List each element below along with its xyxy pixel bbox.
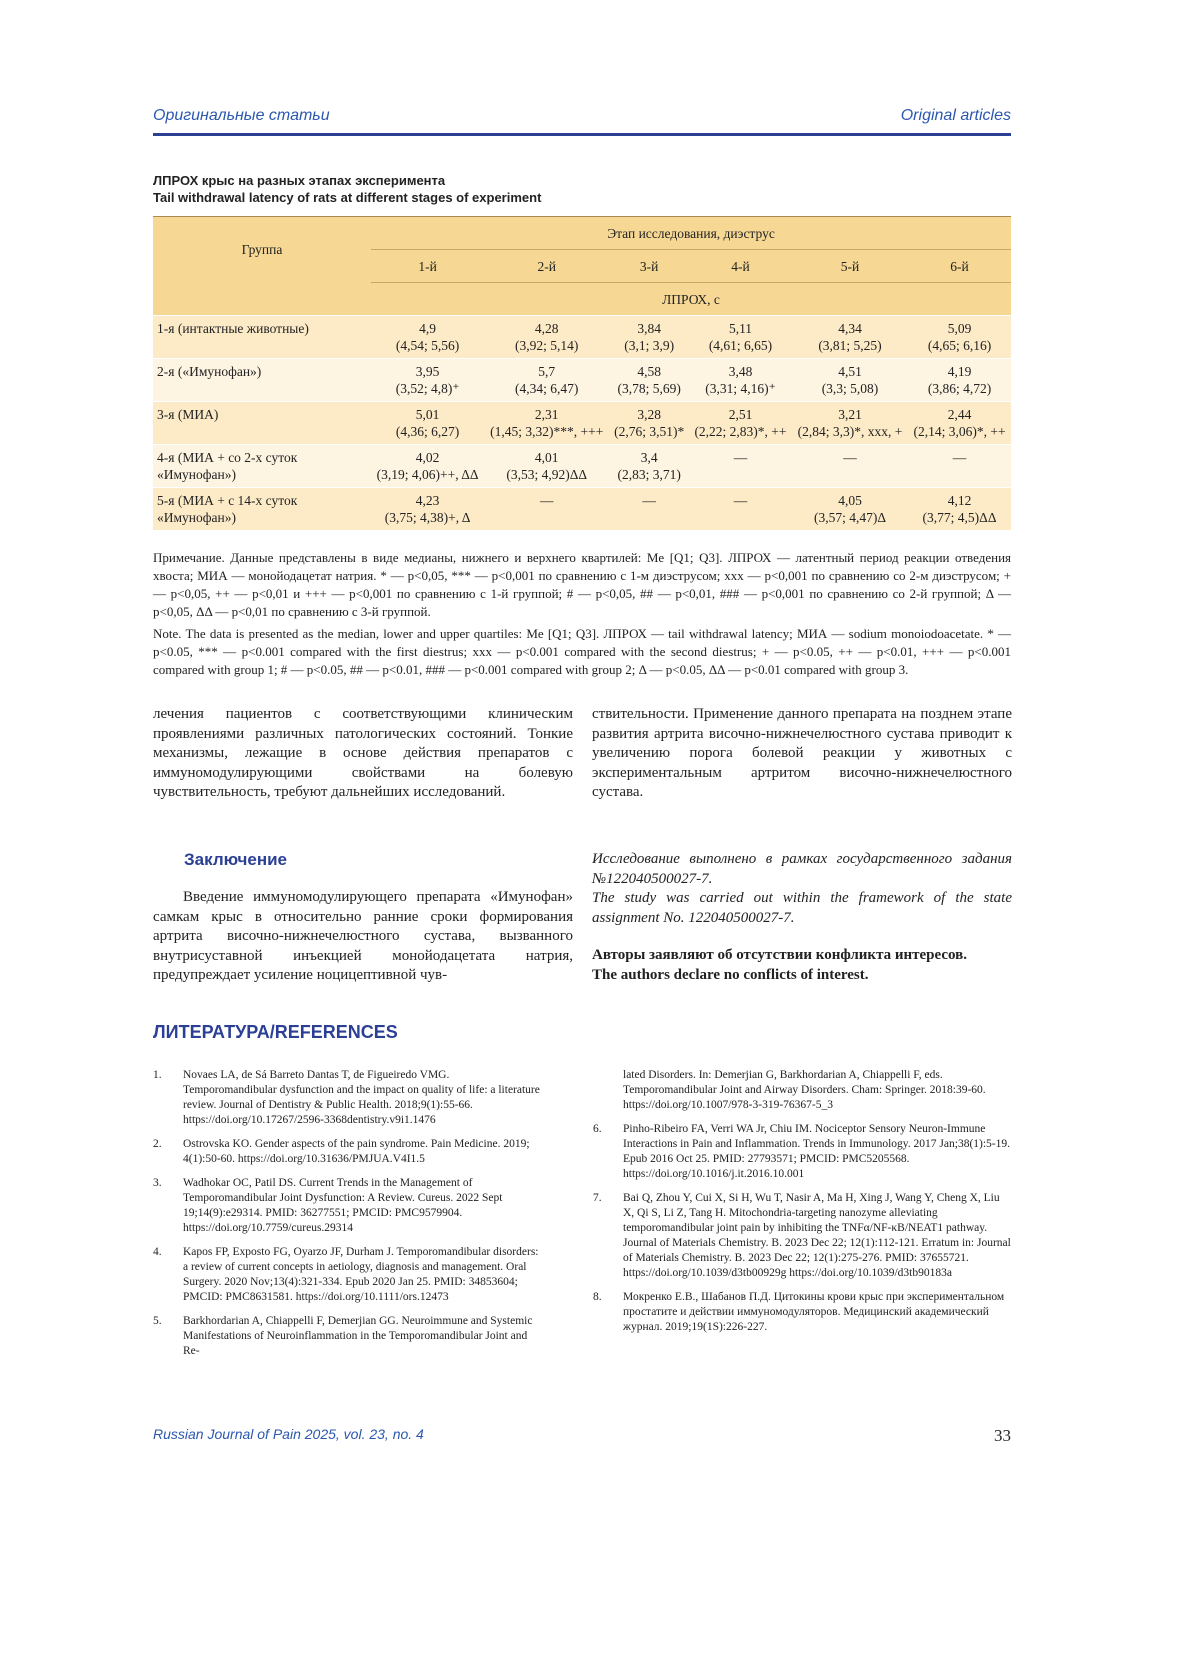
references-right xyxy=(593,1068,1011,1344)
reference-number: 6. xyxy=(593,1123,602,1135)
stage-col-header: 1-й xyxy=(371,250,484,283)
quartiles: (3,31; 4,16)⁺ xyxy=(705,381,776,396)
group-cell: 4-я (МИА + со 2-х суток «Имунофан») xyxy=(153,445,371,488)
reference-text: Barkhordarian A, Chiappelli F, Demerjian GG. Neuroimmune and Systemic Manifestations of Neuroinflammation in the Temporomandibular Joint and Re- xyxy=(183,1315,533,1357)
reference-number: 5. xyxy=(153,1315,162,1327)
median: — xyxy=(539,493,554,508)
median: 4,12 xyxy=(947,493,972,508)
quartiles: (3,53; 4,92)ΔΔ xyxy=(506,467,588,482)
section-label: Оригинальные статьи xyxy=(153,107,330,124)
value-cell xyxy=(908,316,1011,359)
body-right: ствительности. Применение данного препарата на позднем этапе развития артрита височно-нижнечелюстного сустава приводит к увеличению порога болевой реакции у животных с экспериментальным артритом височно-нижнечелюстного сустава. xyxy=(592,706,1012,800)
reference-text: Мокренко Е.В., Шабанов П.Д. Цитокины крови крыс при экспериментальном простатите и действии иммуномодуляторов. Медицинский академический журнал. 2019;19(1S):226-227. xyxy=(623,1291,1005,1333)
group-cell: 5-я (МИА + с 14-х суток «Имунофан») xyxy=(153,488,371,531)
value-cell xyxy=(484,316,609,359)
quartiles: (3,52; 4,8)⁺ xyxy=(395,381,460,396)
reference-text: Pinho-Ribeiro FA, Verri WA Jr, Chiu IM. Nociceptor Sensory Neuron-Immune Interactions in Pain and Inflammation. Trends in Immunology. 2017 Jan;38(1):5-19. Epub 2016 Oct 25. PMID: 27793571; PMCID: PMC5205568. https://doi.org/10.1016/j.it.2016.10.001 xyxy=(623,1123,1011,1180)
value-cell xyxy=(371,402,484,445)
value-cell xyxy=(484,402,609,445)
table-caption xyxy=(153,172,541,206)
value-cell xyxy=(792,359,908,402)
table-row xyxy=(153,402,1011,445)
caption-en: Tail withdrawal latency of rats at different stages of experiment xyxy=(153,190,542,205)
median: 4,23 xyxy=(415,493,440,508)
quartiles: (4,54; 5,56) xyxy=(395,338,460,353)
median: — xyxy=(952,450,967,465)
references-title: ЛИТЕРАТУРА/REFERENCES xyxy=(153,1022,398,1042)
median: 4,9 xyxy=(419,321,437,336)
reference-item xyxy=(153,1314,543,1359)
value-cell xyxy=(609,402,689,445)
value-cell xyxy=(792,316,908,359)
note-en: Note. The data is presented as the median, lower and upper quartiles: Me [Q1; Q3]. ЛПРОХ — tail withdrawal latency; МИА — sodium monoiodoacetate. * — p<0.05, *** — p<0.001 compared with the first diestrus; xxx — p<0.001 compared with the second diestrus; + — p<0.05, ++ — p<0.01, +++ — p<0.001 compared with group 1; # — p<0.05, ## — p<0.01, ### — p<0.001 compared with group 2; Δ — p<0.05, ΔΔ — p<0.01 compared with group 3. xyxy=(153,626,1011,677)
median: 4,51 xyxy=(838,364,862,379)
median: 4,19 xyxy=(947,364,972,379)
median: — xyxy=(642,493,656,508)
quartiles: (3,19; 4,06)++, ΔΔ xyxy=(376,467,479,482)
median: 3,84 xyxy=(637,321,661,336)
reference-item xyxy=(153,1245,543,1305)
quartiles: (3,78; 5,69) xyxy=(617,381,681,396)
reference-number: 4. xyxy=(153,1246,162,1258)
median: 3,48 xyxy=(728,364,753,379)
reference-number: 8. xyxy=(593,1291,602,1303)
value-cell xyxy=(609,445,689,488)
quartiles: (4,65; 6,16) xyxy=(927,338,992,353)
median: — xyxy=(733,493,748,508)
caption-ru: ЛПРОХ крыс на разных этапах эксперимента xyxy=(153,173,446,188)
group-cell: 2-я («Имунофан») xyxy=(153,359,371,402)
conflict-ru: Авторы заявляют об отсутствии конфликта интересов. xyxy=(592,947,967,963)
median: 2,51 xyxy=(728,407,753,422)
reference-item xyxy=(593,1191,1011,1281)
stage-header: Этап исследования, диэструс xyxy=(371,217,1011,250)
quartiles: (3,3; 5,08) xyxy=(821,381,879,396)
table-row xyxy=(153,445,1011,488)
references-left xyxy=(153,1068,543,1368)
reference-text: Wadhokar OC, Patil DS. Current Trends in the Management of Temporomandibular Joint Dysfunction: A Review. Cureus. 2022 Sept 19;14(9):e29314. PMID: 36277551; PMCID: PMC9579904. https://doi.org/10.7759/cureus.29314 xyxy=(183,1177,503,1234)
reference-text: Novaes LA, de Sá Barreto Dantas T, de Figueiredo VMG. Temporomandibular dysfunction and the impact on quality of life: a literature review. Journal of Dentistry & Public Health. 2018;9(1):55-66. https://doi.org/10.17267/2596-3368dentistry.v9i1.1476 xyxy=(183,1069,540,1126)
value-cell xyxy=(689,445,792,488)
median: — xyxy=(843,450,857,465)
quartiles: (3,75; 4,38)+, Δ xyxy=(384,510,471,525)
reference-text: Ostrovska KO. Gender aspects of the pain syndrome. Pain Medicine. 2019; 4(1):50-60. https://doi.org/10.31636/PMJUA.V4I1.5 xyxy=(183,1138,530,1165)
reference-text: Bai Q, Zhou Y, Cui X, Si H, Wu T, Nasir A, Ma H, Xing J, Wang Y, Cheng X, Liu X, Qi S, Li Z, Tang H. Mitochondria-targeting nanozyme alleviating temporomandibular joint pain by inhibiting the TNFα/NF-κB/NEAT1 pathway. Journal of Materials Chemistry. B. 2023 Dec 22; 12(1):112-121. Erratum in: Journal of Materials Chemistry. B. 2023 Dec 22; 12(1):275-276. PMID: 37655721. https://doi.org/10.1039/d3tb00929g https://doi.org/10.1039/d3tb90183a xyxy=(623,1192,1011,1279)
body-left: лечения пациентов с соответствующими клиническим проявлениями различных патологических состояний. Тонкие механизмы, лежащие в основе действия препаратов с иммуномодулирующими свойствами на болевую чувствительность, требуют дальнейших исследований. xyxy=(153,706,573,800)
median: 2,31 xyxy=(534,407,559,422)
value-cell xyxy=(609,488,689,531)
value-cell xyxy=(689,359,792,402)
note-ru: Примечание. Данные представлены в виде медианы, нижнего и верхнего квартилей: Me [Q1; Q3]. ЛПРОХ — латентный период реакции отведения хвоста; МИА — монойодацетат натрия. * — p<0,05, *** — p<0,001 по сравнению с 1-м диэструсом; xxx — p<0,001 по сравнению со 2-м диэструсом; + — p<0,05, ++ — p<0,01 и +++ — p<0,001 по сравнению с 1-й группой; # — p<0,05, ## — p<0,01, ### — p<0,001 по сравнению со 2-й группой; Δ — p<0,05, ΔΔ — p<0,01 по сравнению с 3-й группой. xyxy=(153,550,1011,619)
table-row xyxy=(153,316,1011,359)
group-cell: 3-я (МИА) xyxy=(153,402,371,445)
data-table xyxy=(153,216,1011,530)
median: 3,4 xyxy=(640,450,658,465)
value-cell xyxy=(484,445,609,488)
reference-number: 3. xyxy=(153,1177,162,1189)
median: 4,58 xyxy=(637,364,661,379)
quartiles: (2,83; 3,71) xyxy=(617,467,681,482)
funding-en: The study was carried out within the framework of the state assignment No. 122040500027-7. xyxy=(592,890,1012,926)
group-header: Группа xyxy=(153,217,371,283)
group-cell: 1-я (интактные животные) xyxy=(153,316,371,359)
median: 3,28 xyxy=(637,407,661,422)
median: 4,28 xyxy=(534,321,559,336)
quartiles: (2,22; 2,83)*, ++ xyxy=(694,424,787,439)
page-number: 33 xyxy=(994,1426,1011,1445)
value-cell xyxy=(609,316,689,359)
median: 5,01 xyxy=(415,407,440,422)
quartiles: (2,14; 3,06)*, ++ xyxy=(913,424,1006,439)
median: 5,11 xyxy=(728,321,753,336)
quartiles: (2,76; 3,51)* xyxy=(614,424,685,439)
median: — xyxy=(733,450,748,465)
value-cell xyxy=(689,402,792,445)
value-cell xyxy=(371,359,484,402)
value-cell xyxy=(371,445,484,488)
value-cell xyxy=(792,402,908,445)
reference-continued: lated Disorders. In: Demerjian G, Barkhordarian A, Chiappelli F, eds. Temporomandibular Joint and Airway Disorders. Cham: Springer. 2018:39-60. https://doi.org/10.1007/978-3-319-76367-5_3 xyxy=(623,1069,986,1111)
quartiles: (3,81; 5,25) xyxy=(818,338,882,353)
conclusion-text: Введение иммуномодулирующего препарата «Имунофан» самкам крыс в относительно ранние сроки формирования артрита височно-нижнечелюстного сустава, вызванного внутрисуставной инъекцией монойодацетата натрия, предупреждает усиление ноцицептивной чув- xyxy=(153,889,573,983)
reference-text: Kapos FP, Exposto FG, Oyarzo JF, Durham J. Temporomandibular disorders: a review of current concepts in aetiology, diagnosis and management. Oral Surgery. 2020 Nov;13(4):321-334. Epub 2020 Jan 25. PMID: 34853604; PMCID: PMC8631581. https://doi.org/10.1111/ors.12473 xyxy=(183,1246,539,1303)
unit-header: ЛПРОХ, с xyxy=(371,283,1011,316)
median: 3,21 xyxy=(838,407,862,422)
median: 4,02 xyxy=(415,450,440,465)
value-cell xyxy=(689,488,792,531)
quartiles: (4,61; 6,65) xyxy=(708,338,773,353)
value-cell xyxy=(908,488,1011,531)
value-cell xyxy=(908,402,1011,445)
section-label-en: Original articles xyxy=(900,107,1011,124)
reference-number: 7. xyxy=(593,1192,602,1204)
reference-item xyxy=(153,1176,543,1236)
reference-item xyxy=(593,1122,1011,1182)
quartiles: (3,1; 3,9) xyxy=(624,338,675,353)
funding-ru: Исследование выполнено в рамках государственного задания №122040500027-7. xyxy=(592,851,1012,887)
stage-col-header: 6-й xyxy=(908,250,1011,283)
median: 4,34 xyxy=(838,321,862,336)
quartiles: (4,36; 6,27) xyxy=(395,424,460,439)
value-cell xyxy=(609,359,689,402)
reference-item xyxy=(153,1137,543,1167)
quartiles: (3,77; 4,5)ΔΔ xyxy=(922,510,997,525)
reference-number: 1. xyxy=(153,1069,162,1081)
reference-item xyxy=(153,1068,543,1128)
median: 3,95 xyxy=(415,364,440,379)
median: 4,01 xyxy=(534,450,559,465)
stage-col-header: 4-й xyxy=(689,250,792,283)
median: 2,44 xyxy=(947,407,972,422)
value-cell xyxy=(371,316,484,359)
stage-col-header: 5-й xyxy=(792,250,908,283)
median: 4,05 xyxy=(838,493,862,508)
table-row xyxy=(153,488,1011,531)
value-cell xyxy=(484,359,609,402)
table-row xyxy=(153,359,1011,402)
footer-journal: Russian Journal of Pain 2025, vol. 23, no. 4 xyxy=(153,1426,424,1442)
stage-col-header: 2-й xyxy=(484,250,609,283)
quartiles: (3,57; 4,47)Δ xyxy=(813,510,887,525)
conflict-en: The authors declare no conflicts of interest. xyxy=(592,966,869,983)
quartiles: (3,86; 4,72) xyxy=(927,381,992,396)
stage-col-header: 3-й xyxy=(609,250,689,283)
value-cell xyxy=(371,488,484,531)
running-header xyxy=(153,107,1011,136)
median: 5,09 xyxy=(947,321,972,336)
value-cell xyxy=(792,445,908,488)
quartiles: (2,84; 3,3)*, xxx, + xyxy=(797,424,903,439)
quartiles: (4,34; 6,47) xyxy=(515,381,579,396)
conclusion-title: Заключение xyxy=(184,850,287,869)
quartiles: (1,45; 3,32)***, +++ xyxy=(490,424,604,439)
value-cell xyxy=(484,488,609,531)
reference-number: 2. xyxy=(153,1138,162,1150)
value-cell xyxy=(908,445,1011,488)
value-cell xyxy=(689,316,792,359)
median: 5,7 xyxy=(538,364,556,379)
quartiles: (3,92; 5,14) xyxy=(515,338,579,353)
value-cell xyxy=(792,488,908,531)
value-cell xyxy=(908,359,1011,402)
reference-item xyxy=(593,1290,1011,1335)
